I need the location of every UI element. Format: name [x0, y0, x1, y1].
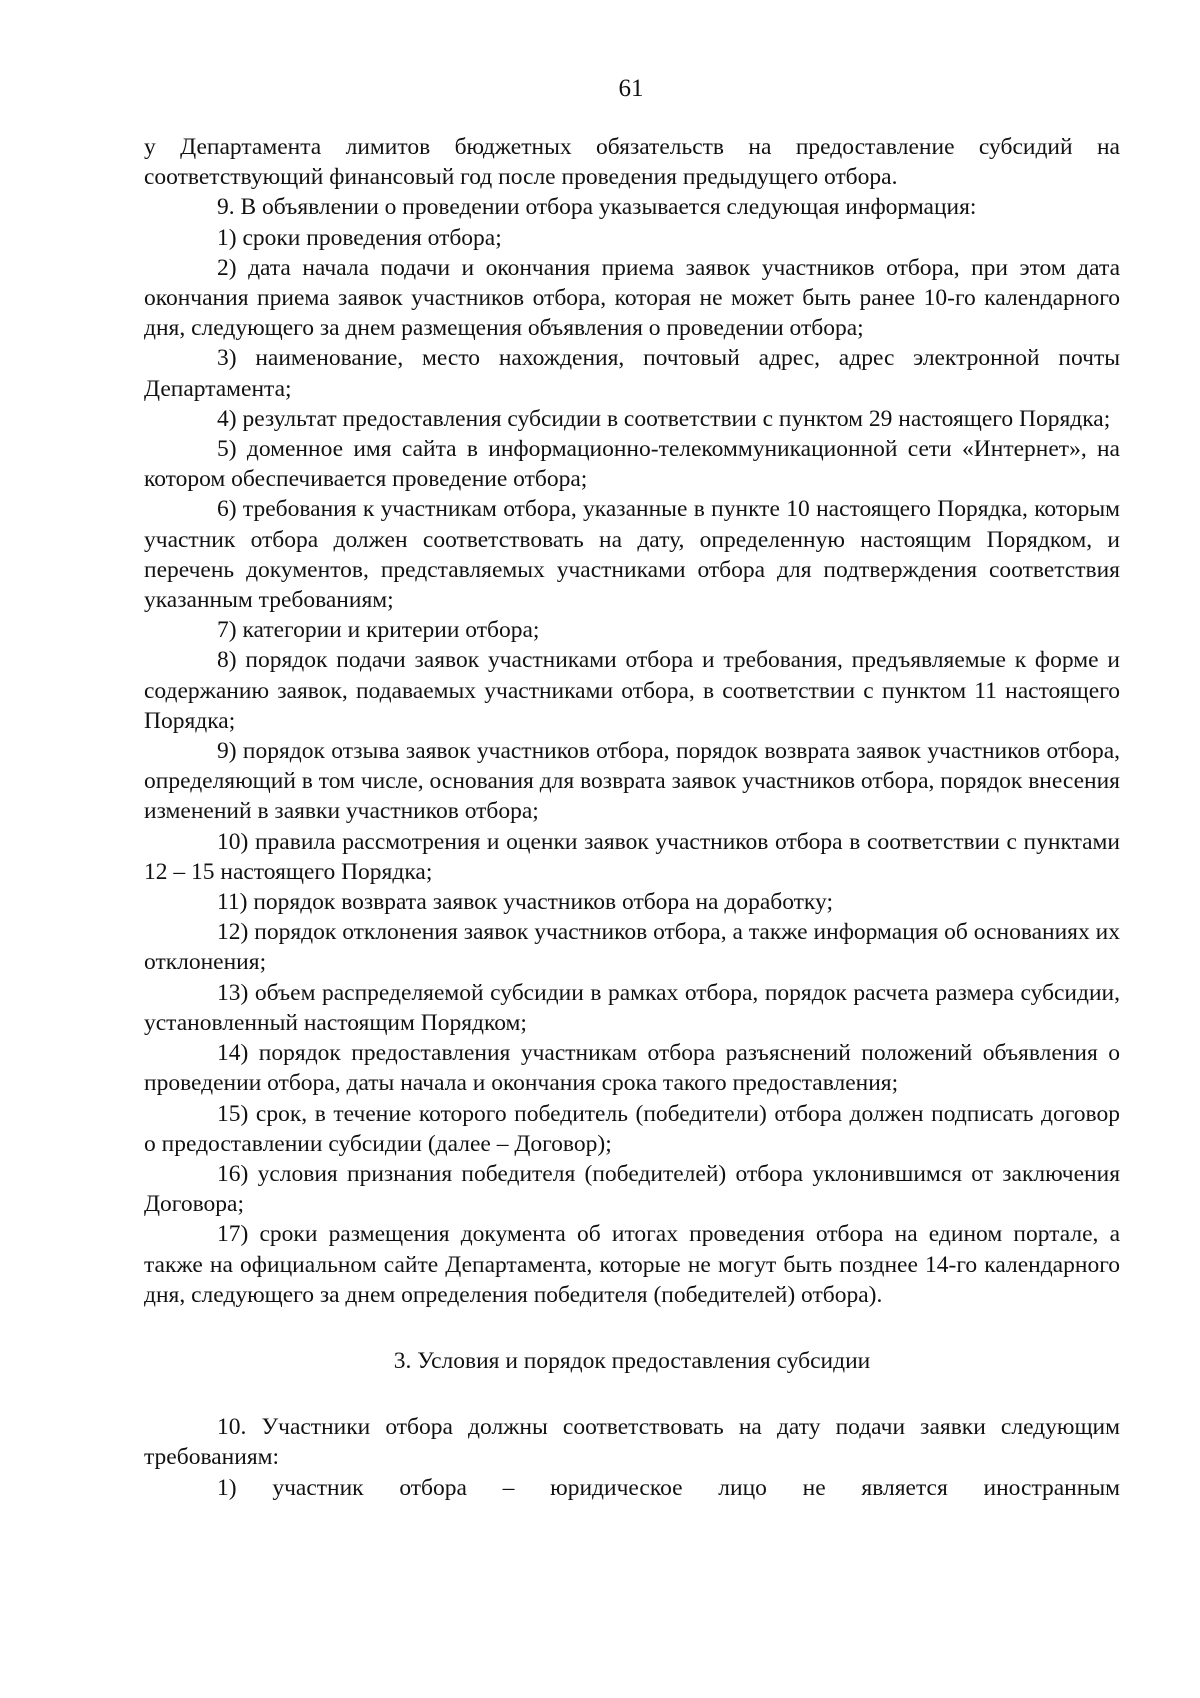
paragraph: 8) порядок подачи заявок участниками отбора и требования, предъявляемые к форме и содержанию заявок, подаваемых участниками отбора, в соответствии с пунктом 11 настоящего Порядка; — [144, 647, 1120, 734]
paragraph: 9. В объявлении о проведении отбора указывается следующая информация: — [217, 194, 977, 221]
paragraph: 6) требования к участникам отбора, указанные в пункте 10 настоящего Порядка, которым участник отбора должен соответствовать на дату, определенную настоящим Порядком, и перечень документов, представляемых участниками отбора для подтверждения соответствия указанным требованиям; — [144, 496, 1120, 614]
paragraph: 3) наименование, место нахождения, почтовый адрес, адрес электронной почты Департамента; — [144, 345, 1120, 402]
paragraph: 12) порядок отклонения заявок участников отбора, а также информация об основаниях их отклонения; — [144, 919, 1120, 976]
paragraph: 14) порядок предоставления участникам отбора разъяснений положений объявления о проведении отбора, даты начала и окончания срока такого предоставления; — [144, 1040, 1120, 1097]
paragraph: 10. Участники отбора должны соответствовать на дату подачи заявки следующим требованиям: — [144, 1414, 1120, 1471]
paragraph: 1) сроки проведения отбора; — [217, 224, 502, 251]
paragraph: 2) дата начала подачи и окончания приема заявок участников отбора, при этом дата окончания приема заявок участников отбора, которая не может быть ранее 10-го календарного дня, следующего за днем размещения объявления о проведении отбора; — [144, 254, 1120, 342]
paragraph: 5) доменное имя сайта в информационно-телекоммуникационной сети «Интернет», на котором обеспечивается проведение отбора; — [144, 436, 1120, 493]
document-body — [144, 132, 1120, 1503]
paragraph: 9) порядок отзыва заявок участников отбора, порядок возврата заявок участников отбора, определяющий в том числе, основания для возврата заявок участников отбора, порядок внесения изменений в заявки участников отбора; — [144, 738, 1120, 825]
paragraph: 4) результат предоставления субсидии в соответствии с пунктом 29 настоящего Порядка; — [217, 405, 1111, 432]
paragraph: у Департамента лимитов бюджетных обязательств на предоставление субсидий на соответствующий финансовый год после проведения предыдущего отбора. — [144, 134, 1120, 191]
paragraph: 7) категории и критерии отбора; — [217, 617, 540, 644]
paragraph: 1) участник отбора – юридическое лицо не является иностранным — [217, 1474, 1120, 1501]
paragraph: 15) срок, в течение которого победитель (победители) отбора должен подписать договор о предоставлении субсидии (далее – Договор); — [144, 1100, 1120, 1157]
paragraph: 11) порядок возврата заявок участников отбора на доработку; — [217, 889, 833, 916]
paragraph: 17) сроки размещения документа об итогах проведения отбора на едином портале, а также на официальном сайте Департамента, которые не могут быть позднее 14-го календарного дня, следующего за днем определения победителя (победителей) отбора). — [144, 1221, 1120, 1308]
paragraph: 16) условия признания победителя (победителей) отбора уклонившимся от заключения Договора; — [144, 1160, 1120, 1218]
paragraph: 13) объем распределяемой субсидии в рамках отбора, порядок расчета размера субсидии, установленный настоящим Порядком; — [144, 979, 1120, 1036]
page-number: 61 — [618, 75, 644, 102]
section-heading: 3. Условия и порядок предоставления субсидии — [393, 1347, 871, 1374]
paragraph: 10) правила рассмотрения и оценки заявок участников отбора в соответствии с пунктами 12 – 15 настоящего Порядка; — [144, 828, 1120, 885]
paragraphs-after-heading — [144, 1412, 1120, 1503]
paragraphs-before-heading — [144, 132, 1120, 1310]
